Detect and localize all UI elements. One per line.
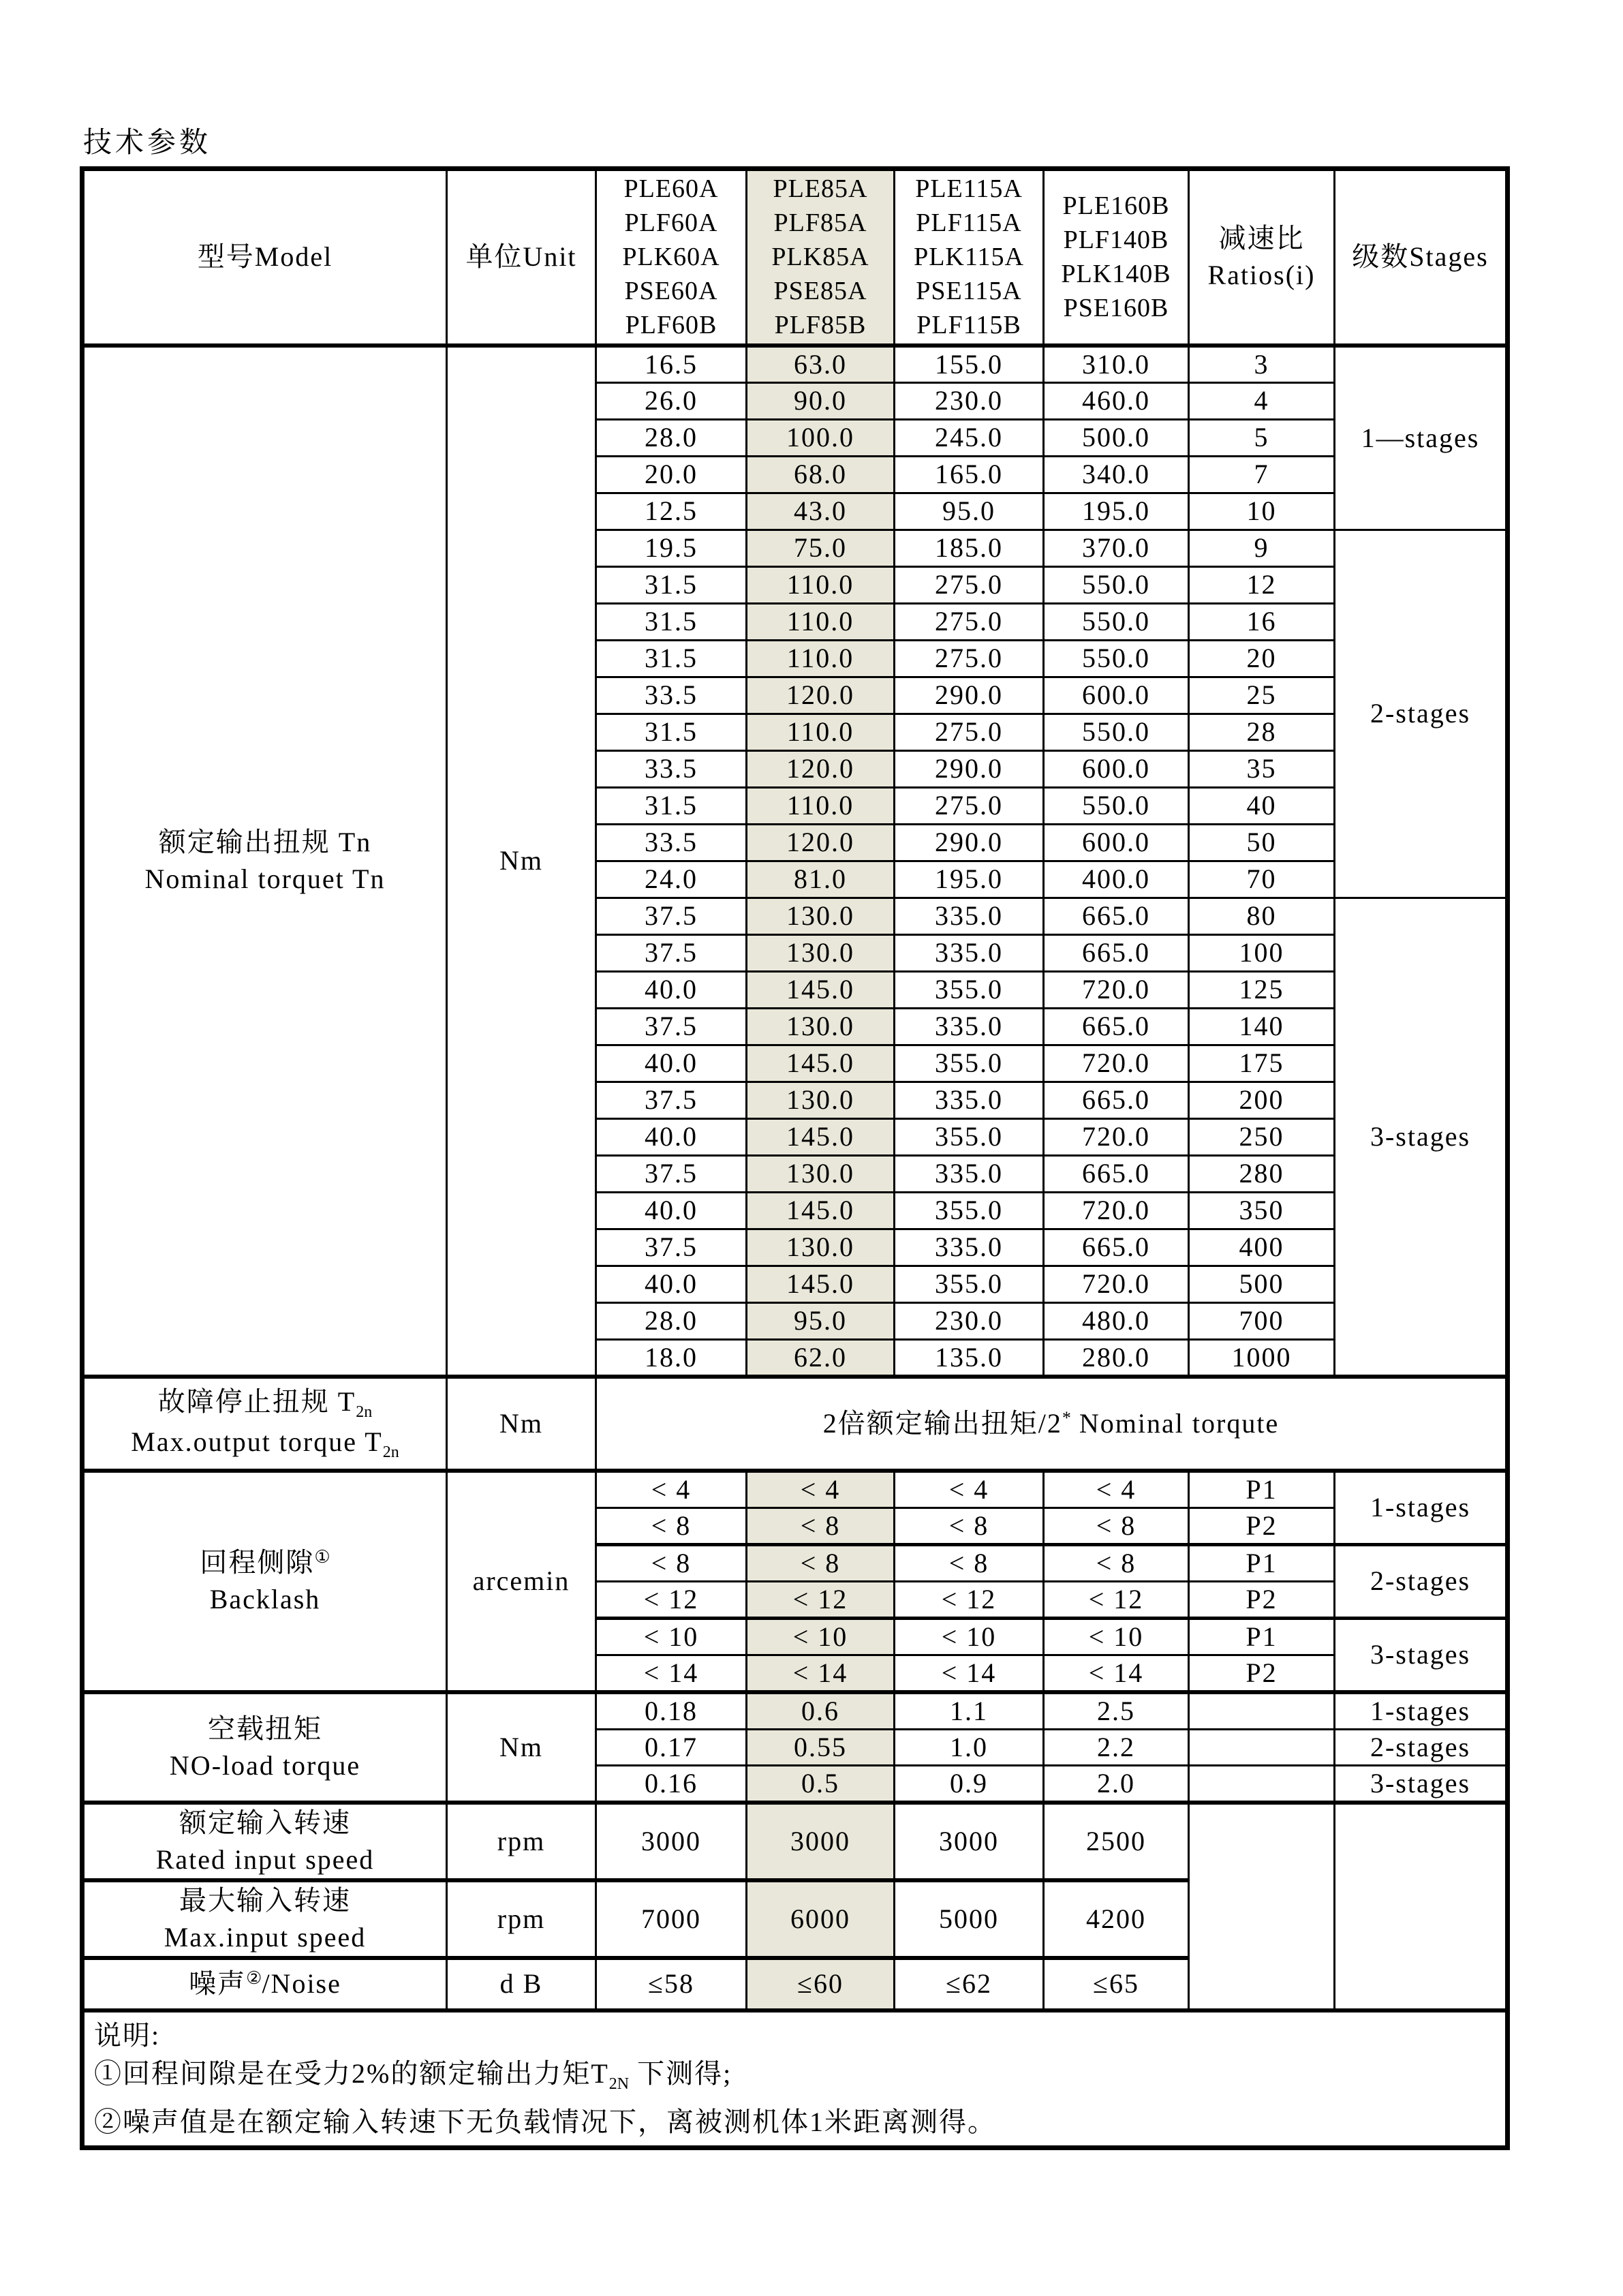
- backlash-value-cell: < 8: [596, 1544, 747, 1581]
- ratio-cell: 175: [1189, 1045, 1335, 1082]
- torque-value-cell: 110.0: [747, 714, 895, 750]
- torque-value-cell: 335.0: [895, 898, 1044, 934]
- torque-value-cell: 720.0: [1044, 1266, 1189, 1302]
- max-output-torque-value-cell: 2倍额定输出扭矩/2* Nominal torqute: [596, 1377, 1508, 1471]
- backlash-value-cell: < 10: [747, 1618, 895, 1655]
- no-load-value-cell: 0.17: [596, 1729, 747, 1765]
- torque-value-cell: 37.5: [596, 1155, 747, 1192]
- torque-value-cell: 145.0: [747, 1266, 895, 1302]
- spec-table: [80, 166, 1510, 2150]
- torque-value-cell: 40.0: [596, 971, 747, 1008]
- torque-value-cell: 16.5: [596, 346, 747, 383]
- no-load-row: [82, 1692, 1508, 1730]
- torque-value-cell: 12.5: [596, 493, 747, 530]
- torque-value-cell: 550.0: [1044, 714, 1189, 750]
- ratio-cell: 4: [1189, 382, 1335, 419]
- nominal-torque-row: [82, 346, 1508, 383]
- ratio-cell: 250: [1189, 1118, 1335, 1155]
- ratio-cell: 100: [1189, 934, 1335, 971]
- backlash-value-cell: < 8: [596, 1507, 747, 1544]
- torque-value-cell: 31.5: [596, 787, 747, 824]
- torque-value-cell: 37.5: [596, 1008, 747, 1045]
- no-load-value-cell: 1.1: [895, 1692, 1044, 1730]
- rated-input-value-cell: 2500: [1044, 1803, 1189, 1880]
- torque-value-cell: 550.0: [1044, 787, 1189, 824]
- nominal-torque-label-cell: [82, 346, 447, 1377]
- no-load-value-cell: 0.6: [747, 1692, 895, 1730]
- max-input-value-cell: 4200: [1044, 1880, 1189, 1958]
- torque-value-cell: 665.0: [1044, 898, 1189, 934]
- ratio-cell: 16: [1189, 603, 1335, 640]
- torque-value-cell: 665.0: [1044, 1082, 1189, 1118]
- rated-input-label-cell: [82, 1803, 447, 1880]
- max-input-value-cell: 5000: [895, 1880, 1044, 1958]
- stage-label-cell: 2-stages: [1335, 1729, 1508, 1765]
- model-name: PLF115A: [916, 209, 1022, 238]
- backlash-value-cell: < 8: [1044, 1507, 1189, 1544]
- stage-group-cell: 1-stages: [1335, 1471, 1508, 1545]
- max-output-torque-label-cell: [82, 1377, 447, 1471]
- model-name: PLK60A: [622, 243, 720, 272]
- torque-value-cell: 110.0: [747, 603, 895, 640]
- precision-class-cell: P2: [1189, 1581, 1335, 1618]
- torque-value-cell: 335.0: [895, 1082, 1044, 1118]
- notes-cell: [82, 2010, 1508, 2148]
- backlash-value-cell: < 4: [895, 1471, 1044, 1508]
- max-input-label-cell: [82, 1880, 447, 1958]
- notes-row: [82, 2010, 1508, 2148]
- torque-value-cell: 480.0: [1044, 1302, 1189, 1339]
- torque-value-cell: 33.5: [596, 824, 747, 861]
- backlash-value-cell: < 14: [596, 1655, 747, 1692]
- stage-label-cell: 1-stages: [1335, 1692, 1508, 1730]
- torque-value-cell: 460.0: [1044, 382, 1189, 419]
- precision-class-cell: P1: [1189, 1618, 1335, 1655]
- torque-value-cell: 43.0: [747, 493, 895, 530]
- torque-value-cell: 68.0: [747, 456, 895, 493]
- torque-value-cell: 720.0: [1044, 1118, 1189, 1155]
- max-output-label-en: Max.output torque $T_{2n}$: [131, 1426, 399, 1461]
- ratios-merged-empty-cell: [1189, 1803, 1335, 2010]
- subscript: 2n: [382, 1443, 399, 1461]
- torque-value-cell: 120.0: [747, 824, 895, 861]
- precision-class-cell: P2: [1189, 1655, 1335, 1692]
- notes-section: [82, 2010, 1508, 2148]
- max-input-value-cell: 6000: [747, 1880, 895, 1958]
- torque-value-cell: 110.0: [747, 787, 895, 824]
- model-header-cell: 型号Model: [82, 169, 447, 346]
- no-load-label-cn: 空载扭矩: [208, 1713, 322, 1744]
- ratio-cell: 40: [1189, 787, 1335, 824]
- model-name: PLK85A: [771, 243, 869, 272]
- model-name: PLF140B: [1063, 226, 1169, 255]
- ratio-cell: 280: [1189, 1155, 1335, 1192]
- max-output-torque-unit-cell: Nm: [447, 1377, 596, 1471]
- torque-value-cell: 665.0: [1044, 1229, 1189, 1266]
- max-output-torque-row: [82, 1377, 1508, 1471]
- backlash-label-cell: [82, 1471, 447, 1692]
- torque-value-cell: 230.0: [895, 1302, 1044, 1339]
- page-title: 技术参数: [83, 127, 212, 159]
- max-input-label-en: Max.input speed: [164, 1921, 367, 1953]
- rated-input-value-cell: 3000: [895, 1803, 1044, 1880]
- model-name: PLF85B: [774, 311, 867, 340]
- ratio-cell: 400: [1189, 1229, 1335, 1266]
- model-name: PLE160B: [1062, 192, 1170, 221]
- unit-header-cell: 单位Unit: [447, 169, 596, 346]
- backlash-value-cell: < 12: [596, 1581, 747, 1618]
- backlash-value-cell: < 12: [1044, 1581, 1189, 1618]
- backlash-value-cell: < 8: [895, 1544, 1044, 1581]
- torque-value-cell: 145.0: [747, 1045, 895, 1082]
- torque-value-cell: 600.0: [1044, 824, 1189, 861]
- torque-value-cell: 19.5: [596, 530, 747, 566]
- torque-value-cell: 145.0: [747, 1192, 895, 1229]
- ratio-cell: 25: [1189, 677, 1335, 714]
- backlash-value-cell: < 14: [747, 1655, 895, 1692]
- note-1: ①回程间隙是在受力2%的额定输出力矩$T_{2N}$ 下测得;: [94, 2057, 732, 2093]
- torque-value-cell: 63.0: [747, 346, 895, 383]
- precision-class-cell: P2: [1189, 1507, 1335, 1544]
- rated-input-label-en: Rated input speed: [155, 1843, 375, 1875]
- torque-value-cell: 720.0: [1044, 971, 1189, 1008]
- noise-value-cell: ≤60: [747, 1958, 895, 2010]
- stage-label-cell: 3-stages: [1335, 1765, 1508, 1803]
- footnote-2-marker: ②: [246, 1968, 262, 1988]
- no-load-value-cell: 0.55: [747, 1729, 895, 1765]
- torque-value-cell: 400.0: [1044, 861, 1189, 898]
- model-name: PSE160B: [1063, 294, 1169, 323]
- no-load-label-en: NO-load torque: [169, 1749, 361, 1781]
- torque-value-cell: 100.0: [747, 419, 895, 456]
- table-header-row: [82, 169, 1508, 346]
- backlash-value-cell: < 14: [895, 1655, 1044, 1692]
- torque-value-cell: 37.5: [596, 934, 747, 971]
- torque-value-cell: 130.0: [747, 1229, 895, 1266]
- backlash-value-cell: < 4: [596, 1471, 747, 1508]
- torque-value-cell: 81.0: [747, 861, 895, 898]
- ratio-cell: 200: [1189, 1082, 1335, 1118]
- torque-value-cell: 75.0: [747, 530, 895, 566]
- ratio-cell: 70: [1189, 861, 1335, 898]
- backlash-value-cell: < 4: [1044, 1471, 1189, 1508]
- nominal-torque-label-cn: 额定输出扭规 Tn: [158, 827, 372, 857]
- stage-group-cell: 3-stages: [1335, 898, 1508, 1377]
- model-column-header-115: [895, 169, 1044, 346]
- torque-value-cell: 18.0: [596, 1339, 747, 1377]
- backlash-value-cell: < 10: [1044, 1618, 1189, 1655]
- ratio-cell: 12: [1189, 566, 1335, 603]
- torque-value-cell: 355.0: [895, 971, 1044, 1008]
- ratio-cell: 50: [1189, 824, 1335, 861]
- subscript: 2N: [608, 2075, 630, 2093]
- torque-value-cell: 95.0: [747, 1302, 895, 1339]
- torque-value-cell: 28.0: [596, 1302, 747, 1339]
- model-name: PLE60A: [623, 174, 719, 204]
- notes-title: 说明:: [94, 2019, 161, 2051]
- model-name: PSE60A: [624, 277, 718, 306]
- torque-value-cell: 31.5: [596, 603, 747, 640]
- max-input-unit-cell: rpm: [447, 1880, 596, 1958]
- header-section: [82, 169, 1508, 346]
- torque-value-cell: 335.0: [895, 1229, 1044, 1266]
- model-name: PLE115A: [915, 174, 1023, 204]
- stage-group-cell: 1—stages: [1335, 346, 1508, 530]
- ratio-empty-cell: [1189, 1692, 1335, 1730]
- torque-value-cell: 62.0: [747, 1339, 895, 1377]
- model-column-header-160: [1044, 169, 1189, 346]
- ratio-cell: 140: [1189, 1008, 1335, 1045]
- torque-value-cell: 20.0: [596, 456, 747, 493]
- torque-value-cell: 90.0: [747, 382, 895, 419]
- footnote-1-marker: ①: [314, 1547, 330, 1567]
- backlash-value-cell: < 10: [596, 1618, 747, 1655]
- rated-input-value-cell: 3000: [596, 1803, 747, 1880]
- model-name: PLF115B: [916, 311, 1021, 340]
- no-load-value-cell: 0.16: [596, 1765, 747, 1803]
- torque-value-cell: 40.0: [596, 1118, 747, 1155]
- torque-value-cell: 37.5: [596, 1082, 747, 1118]
- torque-value-cell: 290.0: [895, 677, 1044, 714]
- model-name: PSE115A: [916, 277, 1022, 306]
- note-2: ②噪声值是在额定输入转速下无负载情况下，离被测机体1米距离测得。: [94, 2106, 996, 2137]
- torque-value-cell: 31.5: [596, 714, 747, 750]
- speed-noise-section: [82, 1803, 1508, 2010]
- torque-value-cell: 550.0: [1044, 603, 1189, 640]
- ratio-cell: 7: [1189, 456, 1335, 493]
- torque-value-cell: 310.0: [1044, 346, 1189, 383]
- no-load-torque-section: [82, 1692, 1508, 1803]
- model-name: PLK140B: [1061, 260, 1171, 289]
- torque-value-cell: 500.0: [1044, 419, 1189, 456]
- torque-value-cell: 31.5: [596, 640, 747, 677]
- noise-label-cell: 噪声②/Noise: [82, 1958, 447, 2010]
- torque-value-cell: 720.0: [1044, 1045, 1189, 1082]
- max-output-label-cn: 故障停止扭规 $T_{2n}$: [157, 1386, 373, 1422]
- model-name: PLE85A: [773, 174, 868, 204]
- no-load-value-cell: 2.0: [1044, 1765, 1189, 1803]
- torque-value-cell: 355.0: [895, 1192, 1044, 1229]
- torque-value-cell: 245.0: [895, 419, 1044, 456]
- backlash-label-en: Backlash: [209, 1584, 321, 1614]
- asterisk-superscript: *: [1062, 1407, 1071, 1428]
- backlash-section: [82, 1471, 1508, 1692]
- backlash-value-cell: < 4: [747, 1471, 895, 1508]
- noise-unit-cell: d B: [447, 1958, 596, 2010]
- ratio-cell: 125: [1189, 971, 1335, 1008]
- ratio-cell: 500: [1189, 1266, 1335, 1302]
- torque-value-cell: 370.0: [1044, 530, 1189, 566]
- torque-value-cell: 340.0: [1044, 456, 1189, 493]
- nominal-torque-unit-cell: Nm: [447, 346, 596, 1377]
- max-input-label-cn: 最大输入转速: [179, 1884, 351, 1916]
- model-name: PLF60B: [625, 311, 717, 340]
- torque-value-cell: 550.0: [1044, 640, 1189, 677]
- torque-value-cell: 275.0: [895, 640, 1044, 677]
- no-load-value-cell: 2.5: [1044, 1692, 1189, 1730]
- ratio-cell: 3: [1189, 346, 1335, 383]
- backlash-value-cell: < 12: [747, 1581, 895, 1618]
- ratio-empty-cell: [1189, 1765, 1335, 1803]
- torque-value-cell: 335.0: [895, 1008, 1044, 1045]
- torque-value-cell: 28.0: [596, 419, 747, 456]
- backlash-value-cell: < 10: [895, 1618, 1044, 1655]
- rated-input-speed-row: [82, 1803, 1508, 1880]
- torque-value-cell: 275.0: [895, 787, 1044, 824]
- torque-value-cell: 275.0: [895, 714, 1044, 750]
- torque-value-cell: 130.0: [747, 1155, 895, 1192]
- torque-value-cell: 130.0: [747, 1082, 895, 1118]
- model-column-header-85: [747, 169, 895, 346]
- torque-value-cell: 720.0: [1044, 1192, 1189, 1229]
- torque-value-cell: 110.0: [747, 566, 895, 603]
- ratio-cell: 350: [1189, 1192, 1335, 1229]
- torque-value-cell: 335.0: [895, 1155, 1044, 1192]
- no-load-value-cell: 0.18: [596, 1692, 747, 1730]
- precision-class-cell: P1: [1189, 1471, 1335, 1508]
- torque-value-cell: 135.0: [895, 1339, 1044, 1377]
- rated-input-unit-cell: rpm: [447, 1803, 596, 1880]
- rated-input-label-cn: 额定输入转速: [179, 1807, 351, 1838]
- torque-value-cell: 37.5: [596, 1229, 747, 1266]
- torque-value-cell: 31.5: [596, 566, 747, 603]
- torque-value-cell: 355.0: [895, 1266, 1044, 1302]
- backlash-value-cell: < 8: [895, 1507, 1044, 1544]
- ratio-cell: 35: [1189, 750, 1335, 787]
- ratio-cell: 9: [1189, 530, 1335, 566]
- torque-value-cell: 37.5: [596, 898, 747, 934]
- torque-value-cell: 550.0: [1044, 566, 1189, 603]
- torque-value-cell: 120.0: [747, 677, 895, 714]
- model-name: PLF60A: [624, 209, 718, 238]
- noise-value-cell: ≤62: [895, 1958, 1044, 2010]
- stage-group-cell: 2-stages: [1335, 1544, 1508, 1618]
- backlash-value-cell: < 8: [1044, 1544, 1189, 1581]
- ratio-header-cn: 减速比: [1218, 223, 1305, 254]
- model-column-header-60: [596, 169, 747, 346]
- model-name: PLF85A: [773, 209, 867, 238]
- stage-group-cell: 2-stages: [1335, 530, 1508, 898]
- torque-value-cell: 665.0: [1044, 1008, 1189, 1045]
- torque-value-cell: 195.0: [895, 861, 1044, 898]
- torque-value-cell: 130.0: [747, 898, 895, 934]
- ratio-header-cell: [1189, 169, 1335, 346]
- rated-input-value-cell: 3000: [747, 1803, 895, 1880]
- ratio-cell: 80: [1189, 898, 1335, 934]
- torque-value-cell: 185.0: [895, 530, 1044, 566]
- noise-value-cell: ≤58: [596, 1958, 747, 2010]
- torque-value-cell: 33.5: [596, 677, 747, 714]
- ratio-cell: 700: [1189, 1302, 1335, 1339]
- ratio-cell: 20: [1189, 640, 1335, 677]
- ratio-cell: 5: [1189, 419, 1335, 456]
- backlash-row: [82, 1471, 1508, 1508]
- torque-value-cell: 145.0: [747, 971, 895, 1008]
- precision-class-cell: P1: [1189, 1544, 1335, 1581]
- no-load-value-cell: 0.5: [747, 1765, 895, 1803]
- torque-value-cell: 665.0: [1044, 934, 1189, 971]
- torque-value-cell: 290.0: [895, 824, 1044, 861]
- model-name: PSE85A: [773, 277, 867, 306]
- max-output-torque-section: [82, 1377, 1508, 1471]
- nominal-torque-label-en: Nominal torquet Tn: [144, 863, 386, 894]
- ratio-cell: 10: [1189, 493, 1335, 530]
- torque-value-cell: 40.0: [596, 1045, 747, 1082]
- torque-value-cell: 155.0: [895, 346, 1044, 383]
- no-load-value-cell: 0.9: [895, 1765, 1044, 1803]
- torque-value-cell: 120.0: [747, 750, 895, 787]
- torque-value-cell: 665.0: [1044, 1155, 1189, 1192]
- no-load-value-cell: 2.2: [1044, 1729, 1189, 1765]
- backlash-value-cell: < 12: [895, 1581, 1044, 1618]
- torque-value-cell: 165.0: [895, 456, 1044, 493]
- noise-value-cell: ≤65: [1044, 1958, 1189, 2010]
- backlash-value-cell: < 14: [1044, 1655, 1189, 1692]
- backlash-label-cn: 回程侧隙①: [200, 1547, 330, 1578]
- ratio-cell: 28: [1189, 714, 1335, 750]
- torque-value-cell: 40.0: [596, 1192, 747, 1229]
- max-input-value-cell: 7000: [596, 1880, 747, 1958]
- model-name: PLK115A: [914, 243, 1024, 272]
- ratio-cell: 1000: [1189, 1339, 1335, 1377]
- no-load-unit-cell: Nm: [447, 1692, 596, 1803]
- torque-value-cell: 335.0: [895, 934, 1044, 971]
- torque-value-cell: 230.0: [895, 382, 1044, 419]
- no-load-label-cell: [82, 1692, 447, 1803]
- stages-merged-empty-cell: [1335, 1803, 1508, 2010]
- torque-value-cell: 280.0: [1044, 1339, 1189, 1377]
- torque-value-cell: 33.5: [596, 750, 747, 787]
- torque-value-cell: 110.0: [747, 640, 895, 677]
- torque-value-cell: 130.0: [747, 934, 895, 971]
- stage-group-cell: 3-stages: [1335, 1618, 1508, 1692]
- ratio-header-en: Ratios(i): [1207, 260, 1316, 291]
- torque-value-cell: 26.0: [596, 382, 747, 419]
- torque-value-cell: 275.0: [895, 566, 1044, 603]
- nominal-torque-section: [82, 346, 1508, 1377]
- torque-value-cell: 145.0: [747, 1118, 895, 1155]
- backlash-value-cell: < 8: [747, 1507, 895, 1544]
- torque-value-cell: 24.0: [596, 861, 747, 898]
- torque-value-cell: 275.0: [895, 603, 1044, 640]
- torque-value-cell: 130.0: [747, 1008, 895, 1045]
- torque-value-cell: 290.0: [895, 750, 1044, 787]
- torque-value-cell: 600.0: [1044, 750, 1189, 787]
- torque-value-cell: 195.0: [1044, 493, 1189, 530]
- ratio-empty-cell: [1189, 1729, 1335, 1765]
- subscript: 2n: [356, 1403, 373, 1422]
- torque-value-cell: 40.0: [596, 1266, 747, 1302]
- no-load-value-cell: 1.0: [895, 1729, 1044, 1765]
- stages-header-cell: 级数Stages: [1335, 169, 1508, 346]
- torque-value-cell: 600.0: [1044, 677, 1189, 714]
- torque-value-cell: 355.0: [895, 1045, 1044, 1082]
- torque-value-cell: 355.0: [895, 1118, 1044, 1155]
- backlash-unit-cell: arcemin: [447, 1471, 596, 1692]
- backlash-value-cell: < 8: [747, 1544, 895, 1581]
- torque-value-cell: 95.0: [895, 493, 1044, 530]
